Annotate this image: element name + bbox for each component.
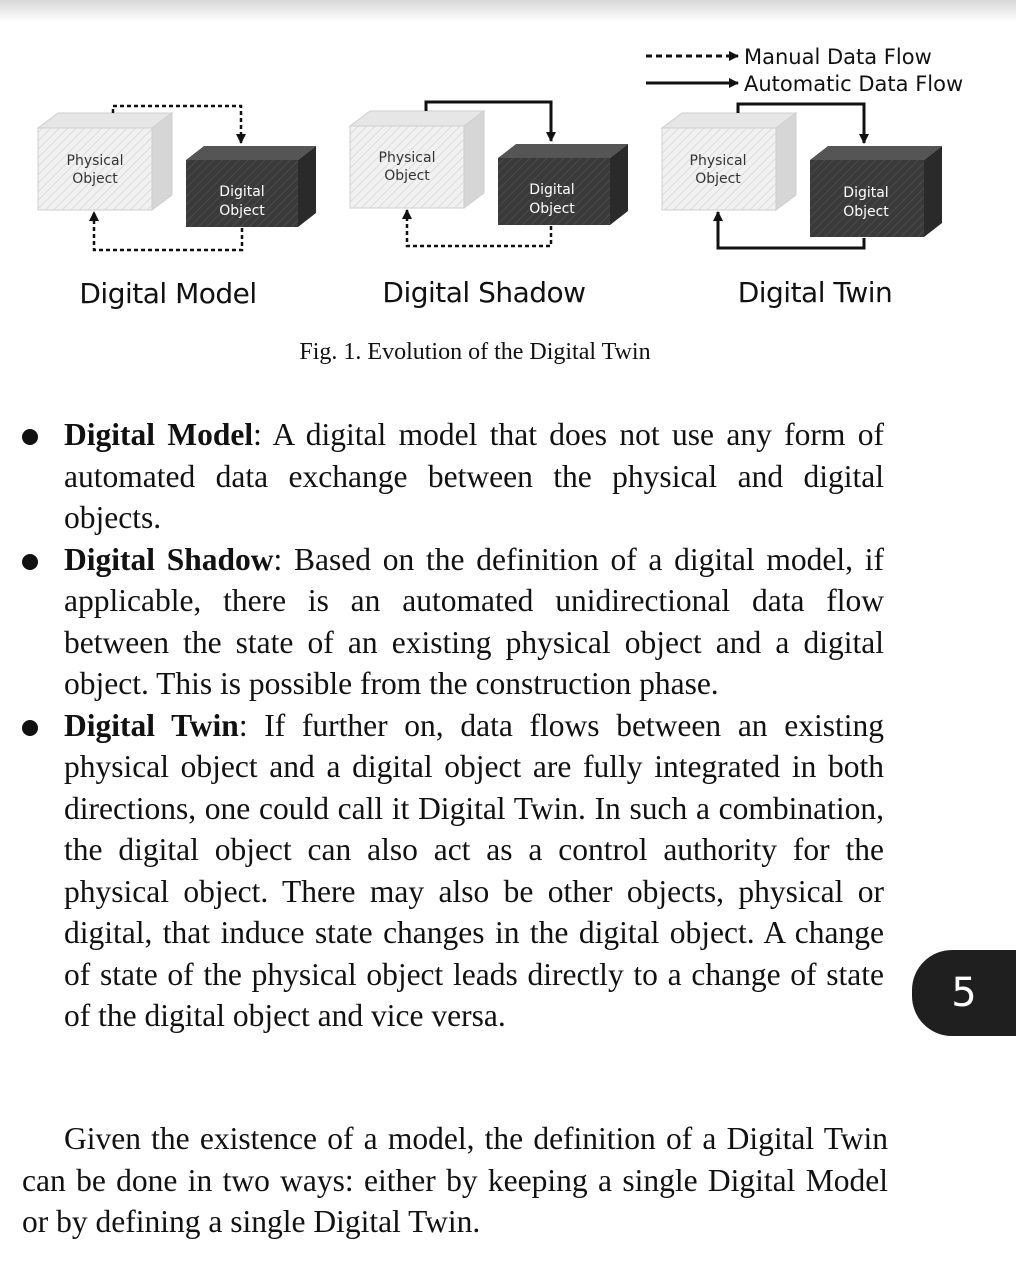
- term-digital-shadow: Digital Shadow: [64, 541, 274, 577]
- physical-object-box: [662, 113, 796, 210]
- panel-digital-shadow: [350, 102, 628, 309]
- physical-object-label: Physical: [378, 150, 436, 166]
- panel-digital-twin: [662, 104, 942, 309]
- panel-title: Digital Twin: [737, 276, 893, 309]
- digital-object-label: Digital: [219, 184, 265, 200]
- panel-title: Digital Model: [79, 277, 257, 310]
- bullet-icon: [22, 429, 38, 445]
- digital-object-label: Digital: [529, 182, 575, 198]
- panel-digital-model: [38, 106, 316, 310]
- digital-object-label: Digital: [843, 185, 889, 201]
- figure-diagram: [0, 0, 1016, 330]
- list-item: [22, 539, 884, 705]
- definition-text: : If further on, data flows between an existing physical object and a digital object are fully integrated in both directions, one could call it Digital Twin. In such a combination, the digital object can also act as a control authority for the physical object. There may also be other objects, physical or digital, that induce state changes in the digital object. A change of state of the physical object leads directly to a change of state of the digital object and vice versa.: [64, 707, 884, 1033]
- panel-title: Digital Shadow: [382, 276, 586, 309]
- figure-caption: Fig. 1. Evolution of the Digital Twin: [299, 339, 651, 365]
- physical-object-label: Physical: [689, 153, 747, 169]
- digital-object-box: [498, 144, 628, 225]
- bullet-icon: [22, 720, 38, 736]
- bullet-icon: [22, 554, 38, 570]
- svg-text:Object: Object: [843, 204, 889, 220]
- svg-text:Object: Object: [384, 168, 430, 184]
- definition-text: : Based on the definition of a digital model, if applicable, there is an automated unidirectional data flow between the state of an existing physical object and a digital object. This is possible from the construction phase.: [64, 541, 884, 701]
- figure-evolution-digital-twin: [0, 0, 1016, 330]
- list-item: [22, 705, 884, 1037]
- digital-object-box: [810, 146, 942, 237]
- svg-text:Object: Object: [529, 201, 575, 217]
- definition-text: : A digital model that does not use any form of automated data exchange between the physical and digital objects.: [64, 417, 884, 535]
- legend-manual-label: Manual Data Flow: [744, 45, 932, 69]
- physical-object-label: Physical: [66, 153, 124, 169]
- physical-object-box: [38, 113, 172, 210]
- digital-object-box: [186, 146, 316, 227]
- term-digital-twin: Digital Twin: [64, 707, 239, 743]
- svg-text:Object: Object: [72, 171, 118, 187]
- legend: [646, 45, 963, 96]
- svg-text:Object: Object: [219, 203, 265, 219]
- term-digital-model: Digital Model: [64, 417, 254, 452]
- physical-object-box: [350, 111, 484, 208]
- list-item: [22, 414, 884, 539]
- legend-automatic-label: Automatic Data Flow: [744, 72, 964, 96]
- page-number-badge[interactable]: 5: [912, 950, 1016, 1036]
- definition-list: [22, 414, 884, 1037]
- body-paragraph: Given the existence of a model, the definition of a Digital Twin can be done in two ways: either by keeping a single Digital Model or by defining a single Digital Twin.: [22, 1121, 888, 1239]
- svg-text:Object: Object: [695, 171, 741, 187]
